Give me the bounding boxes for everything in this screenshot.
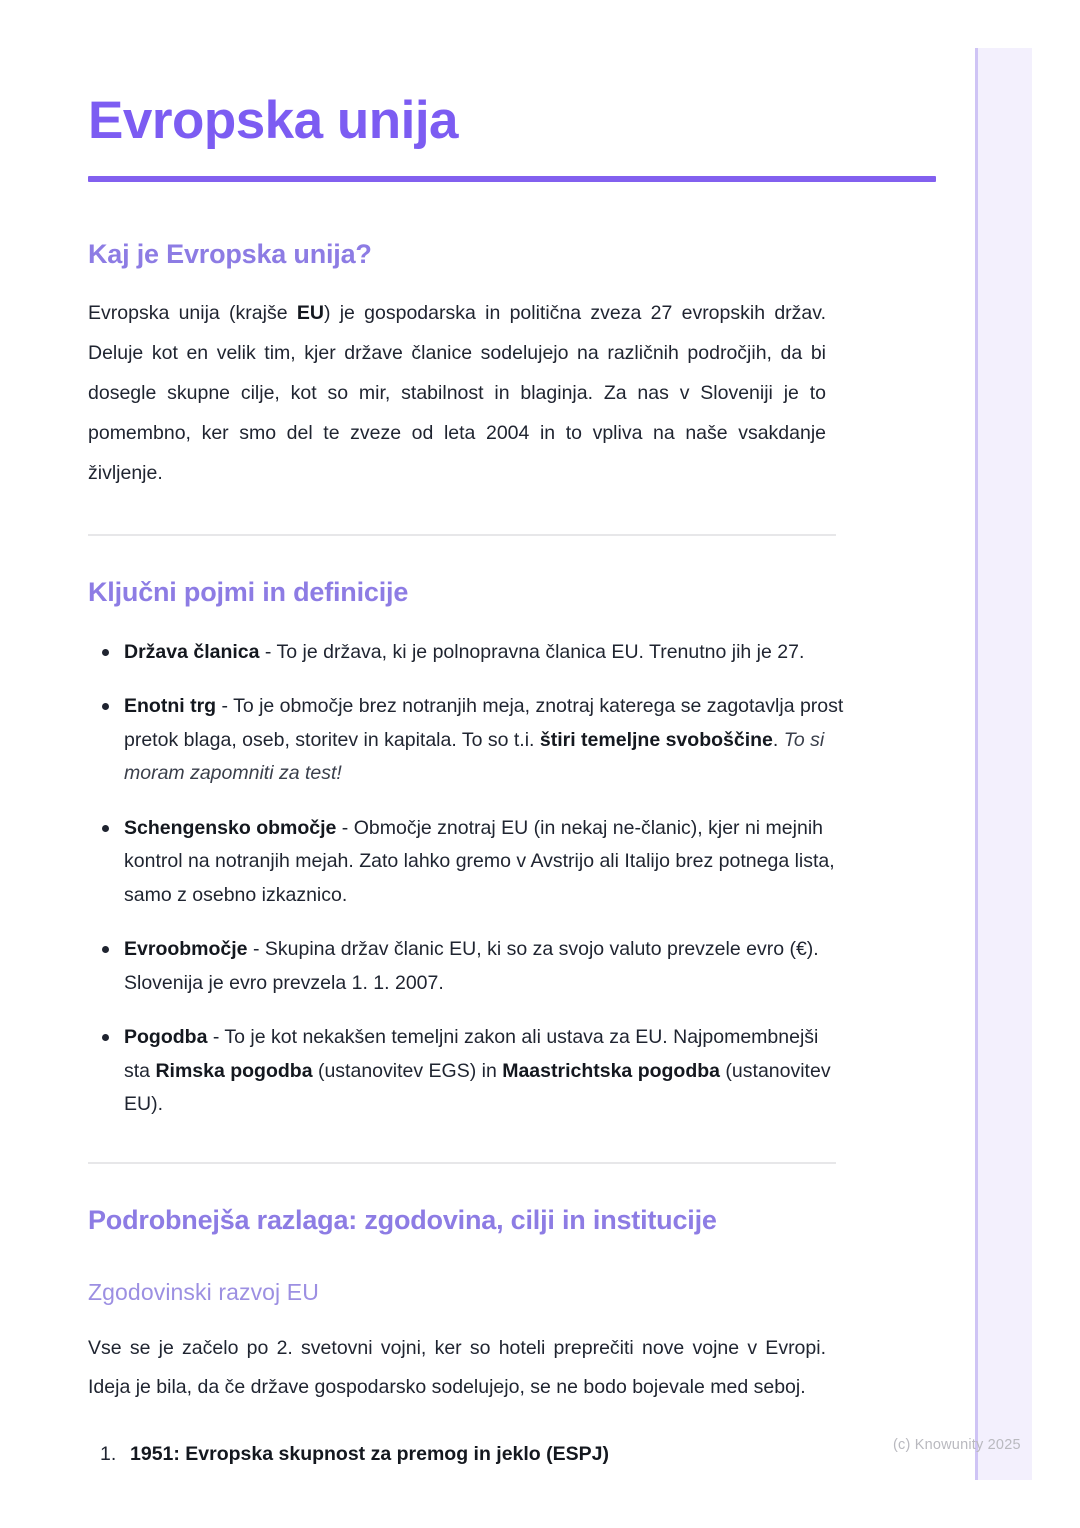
term-definition-bold: štiri temeljne svoboščine <box>539 728 773 751</box>
section-divider-2 <box>88 1162 836 1164</box>
term-dash: - <box>336 816 354 839</box>
subheading-historical-development: Zgodovinski razvoj EU <box>88 1278 319 1305</box>
paragraph-what-is-eu <box>88 294 826 494</box>
bullet-icon <box>102 946 109 953</box>
bullet-icon <box>102 825 109 832</box>
term-dash: - <box>216 695 234 718</box>
para-part-1: Evropska unija (krajše <box>88 302 297 325</box>
title-underline-rule <box>88 176 936 182</box>
term-treaty-maastricht: Maastrichtska pogodba <box>502 1059 721 1082</box>
list-item <box>88 812 848 913</box>
section-divider-1 <box>88 534 836 536</box>
right-decorative-band <box>975 48 1032 1480</box>
key-terms-list <box>88 636 848 1122</box>
term-dash: - <box>247 938 265 961</box>
term-definition: To je država, ki je polnopravna članica EU. Trenutno jih je 27. <box>276 640 805 663</box>
term-definition-mid: (ustanovitev EGS) in <box>312 1059 503 1082</box>
term-definition: To je kot nekakšen temeljni zakon ali ustava za EU. Najpomembnejši sta <box>124 1026 819 1082</box>
paragraph-historical-development: Vse se je začelo po 2. svetovni vojni, ker so hoteli preprečiti nove vojne v Evropi. Ideja je bila, da če države gospodarsko sodelujejo, se ne bodo bojevale med seboj. <box>88 1336 826 1399</box>
list-item <box>88 1438 848 1471</box>
bullet-icon <box>102 703 109 710</box>
term-dash: - <box>259 640 277 663</box>
watermark-copyright: (c) Knowunity 2025 <box>893 1437 1021 1453</box>
list-item <box>88 690 848 791</box>
term-label: Enotni trg <box>124 695 217 718</box>
term-label: Evroobmočje <box>124 938 248 961</box>
term-dash: - <box>207 1026 225 1049</box>
heading-detailed-explanation: Podrobnejša razlaga: zgodovina, cilji in institucije <box>88 1205 717 1236</box>
term-label: Pogodba <box>124 1026 208 1049</box>
term-note-italic: To si moram zapomniti za test! <box>124 728 825 785</box>
timeline-list <box>88 1438 848 1471</box>
term-definition: Skupina držav članic EU, ki so za svojo valuto prevzele evro (€). Slovenija je evro prevzela 1. 1. 2007. <box>124 938 819 994</box>
timeline-entry-label: 1951: Evropska skupnost za premog in jeklo (ESPJ) <box>130 1443 609 1466</box>
bullet-icon <box>102 649 109 656</box>
heading-what-is-eu: Kaj je Evropska unija? <box>88 239 372 270</box>
list-item <box>88 636 848 670</box>
term-definition: To je območje brez notranjih meja, znotraj katerega se zagotavlja prost pretok blaga, oseb, storitev in kapitala. To so t.i. <box>124 695 844 751</box>
document-content <box>88 0 936 1472</box>
heading-key-terms: Ključni pojmi in definicije <box>88 576 409 607</box>
page-title: Evropska unija <box>88 91 459 150</box>
list-item <box>88 933 848 1000</box>
term-treaty-rome: Rimska pogodba <box>155 1059 313 1082</box>
list-item-number: 1. <box>100 1443 117 1466</box>
term-definition-tail: (ustanovitev EU). <box>124 1059 831 1116</box>
term-definition-after-bold: . <box>772 728 784 751</box>
term-label: Država članica <box>124 640 260 663</box>
para-bold-eu: EU <box>296 302 324 325</box>
term-label: Schengensko območje <box>124 816 337 839</box>
list-item <box>88 1021 848 1122</box>
term-definition: Območje znotraj EU (in nekaj ne-članic), kjer ni mejnih kontrol na notranjih mejah. Zato lahko gremo v Avstrijo ali Italijo brez potnega lista, samo z osebno izkaznico. <box>124 816 835 906</box>
bullet-icon <box>102 1034 109 1041</box>
para-part-2: ) je gospodarska in politična zveza 27 evropskih držav. Deluje kot en velik tim, kjer države članice sodelujejo na različnih področjih, da bi dosegle skupne cilje, kot so mir, stabilnost in blaginja. Za nas v Sloveniji je to pomembno, ker smo del te zveze od leta 2004 in to vpliva na naše vsakdanje življenje. <box>88 302 826 484</box>
